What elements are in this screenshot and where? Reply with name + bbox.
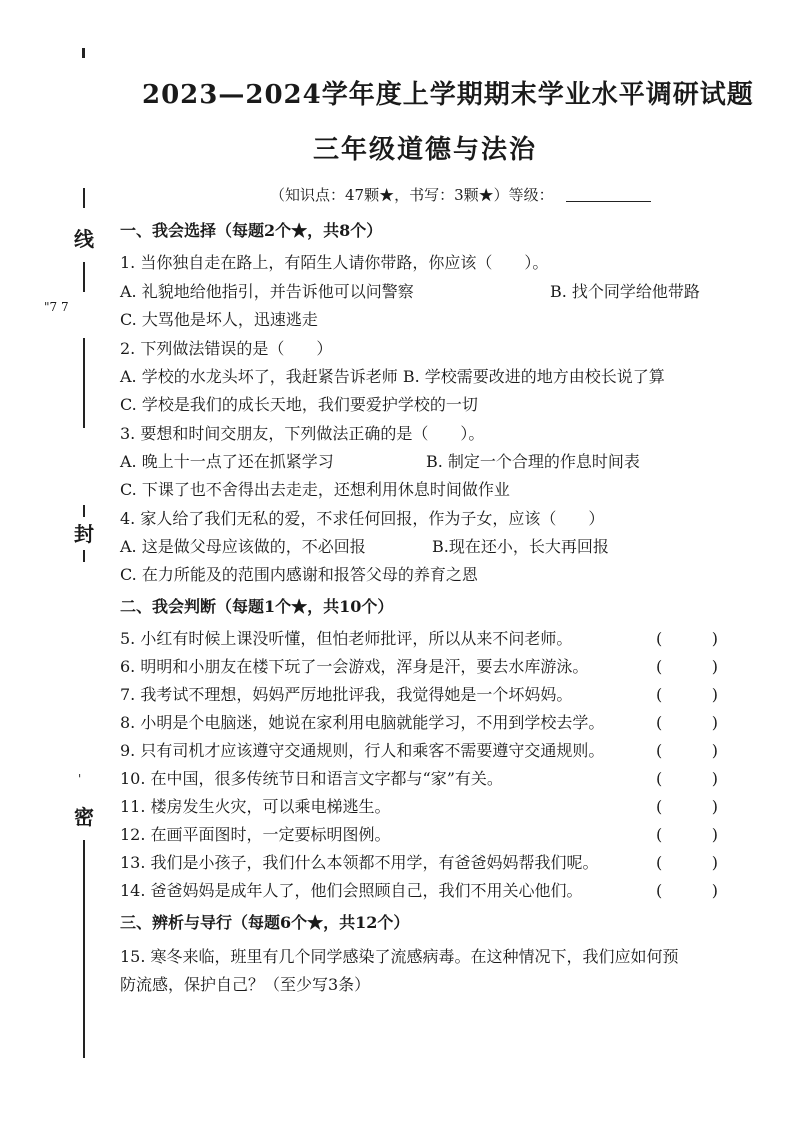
question-4-option-b: B.现在还小，长大再回报 [432,537,609,556]
binding-line-seg [83,188,85,208]
paren-left: ( [656,825,663,844]
binding-char-line: 线 [74,227,94,251]
question-4-stem: 4. 家人给了我们无私的爱，不求任何回报，作为子女，应该（ ） [120,509,605,528]
judge-item: 6. 明明和小朋友在楼下玩了一会游戏，浑身是汗，要去水库游泳。 [120,657,589,676]
binding-line-seg [83,550,85,562]
paren-left: ( [656,797,663,816]
judge-item: 7. 我考试不理想，妈妈严厉地批评我，我觉得她是一个坏妈妈。 [120,685,573,704]
section-1-heading: 一、我会选择（每题2个★，共8个） [120,221,383,240]
binding-mark-top [82,48,85,58]
judge-item: 14. 爸爸妈妈是成年人了，他们会照顾自己，我们不用关心他们。 [120,881,583,900]
paren-left: ( [656,769,663,788]
judge-item: 13. 我们是小孩子，我们什么本领都不用学，有爸爸妈妈帮我们呢。 [120,853,599,872]
paren-right: ) [711,657,718,676]
question-4-option-a: A. 这是做父母应该做的，不必回报 [120,537,366,556]
exam-subtitle: 三年级道德与法治 [312,135,537,165]
binding-small-mark: ' [78,772,82,786]
binding-char-dense: 密 [74,805,94,829]
question-1-option-c: C. 大骂他是坏人，迅速逃走 [120,310,318,329]
binding-small-mark: "7 7 [44,300,69,314]
judge-item: 9. 只有司机才应该遵守交通规则，行人和乘客不需要遵守交通规则。 [120,741,605,760]
binding-line-seg [83,840,85,1058]
judge-item: 12. 在画平面图时，一定要标明图例。 [120,825,391,844]
judge-item: 10. 在中国，很多传统节日和语言文字都与“家”有关。 [120,769,503,788]
binding-line-seg [83,338,85,428]
question-3-option-c: C. 下课了也不舍得出去走走，还想利用休息时间做作业 [120,480,510,499]
section-2-heading: 二、我会判断（每题1个★，共10个） [120,597,394,616]
exam-info [270,184,651,205]
binding-margin [0,0,110,1123]
paren-left: ( [656,657,663,676]
binding-line-seg [83,505,85,517]
paren-right: ) [711,629,718,648]
judge-item: 11. 楼房发生火灾，可以乘电梯逃生。 [120,797,391,816]
question-4-option-c: C. 在力所能及的范围内感谢和报答父母的养育之恩 [120,565,478,584]
paren-left: ( [656,713,663,732]
paren-right: ) [711,713,718,732]
paren-left: ( [656,741,663,760]
paren-right: ) [711,797,718,816]
paren-right: ) [711,769,718,788]
paren-right: ) [711,741,718,760]
paren-right: ) [711,881,718,900]
question-15-line-1: 15. 寒冬来临，班里有几个同学感染了流感病毒。在这种情况下，我们应如何预 [120,947,679,966]
question-15-line-2: 防流感，保护自己？（至少写3条） [120,975,371,994]
paren-left: ( [656,853,663,872]
question-2-option-c: C. 学校是我们的成长天地，我们要爱护学校的一切 [120,395,478,414]
judge-item: 5. 小红有时候上课没听懂，但怕老师批评，所以从来不问老师。 [120,629,573,648]
section-3-heading: 三、辨析与导行（每题6个★，共12个） [120,913,410,932]
question-3-stem: 3. 要想和时间交朋友，下列做法正确的是（ ）。 [120,424,485,443]
grade-blank[interactable] [566,201,651,202]
paren-left: ( [656,685,663,704]
question-3-option-a: A. 晚上十一点了还在抓紧学习 [120,452,334,471]
exam-info-text: （知识点：47颗★，书写：3颗★）等级： [270,186,554,204]
paren-left: ( [656,881,663,900]
question-1-option-a: A. 礼貌地给他指引，并告诉他可以问警察 [120,282,414,301]
question-1-stem: 1. 当你独自走在路上，有陌生人请你带路，你应该（ ）。 [120,253,549,272]
binding-char-seal: 封 [74,522,94,546]
question-3-option-b: B. 制定一个合理的作息时间表 [426,452,640,471]
question-2-stem: 2. 下列做法错误的是（ ） [120,339,333,358]
question-2-option-ab: A. 学校的水龙头坏了，我赶紧告诉老师 B. 学校需要改进的地方由校长说了算 [120,367,665,386]
judge-item: 8. 小明是个电脑迷，她说在家利用电脑就能学习，不用到学校去学。 [120,713,605,732]
binding-line-seg [83,262,85,292]
paren-right: ) [711,853,718,872]
exam-title: 2023—2024学年度上学期期末学业水平调研试题 [142,80,754,110]
paren-right: ) [711,685,718,704]
question-1-option-b: B. 找个同学给他带路 [550,282,700,301]
paren-left: ( [656,629,663,648]
paren-right: ) [711,825,718,844]
